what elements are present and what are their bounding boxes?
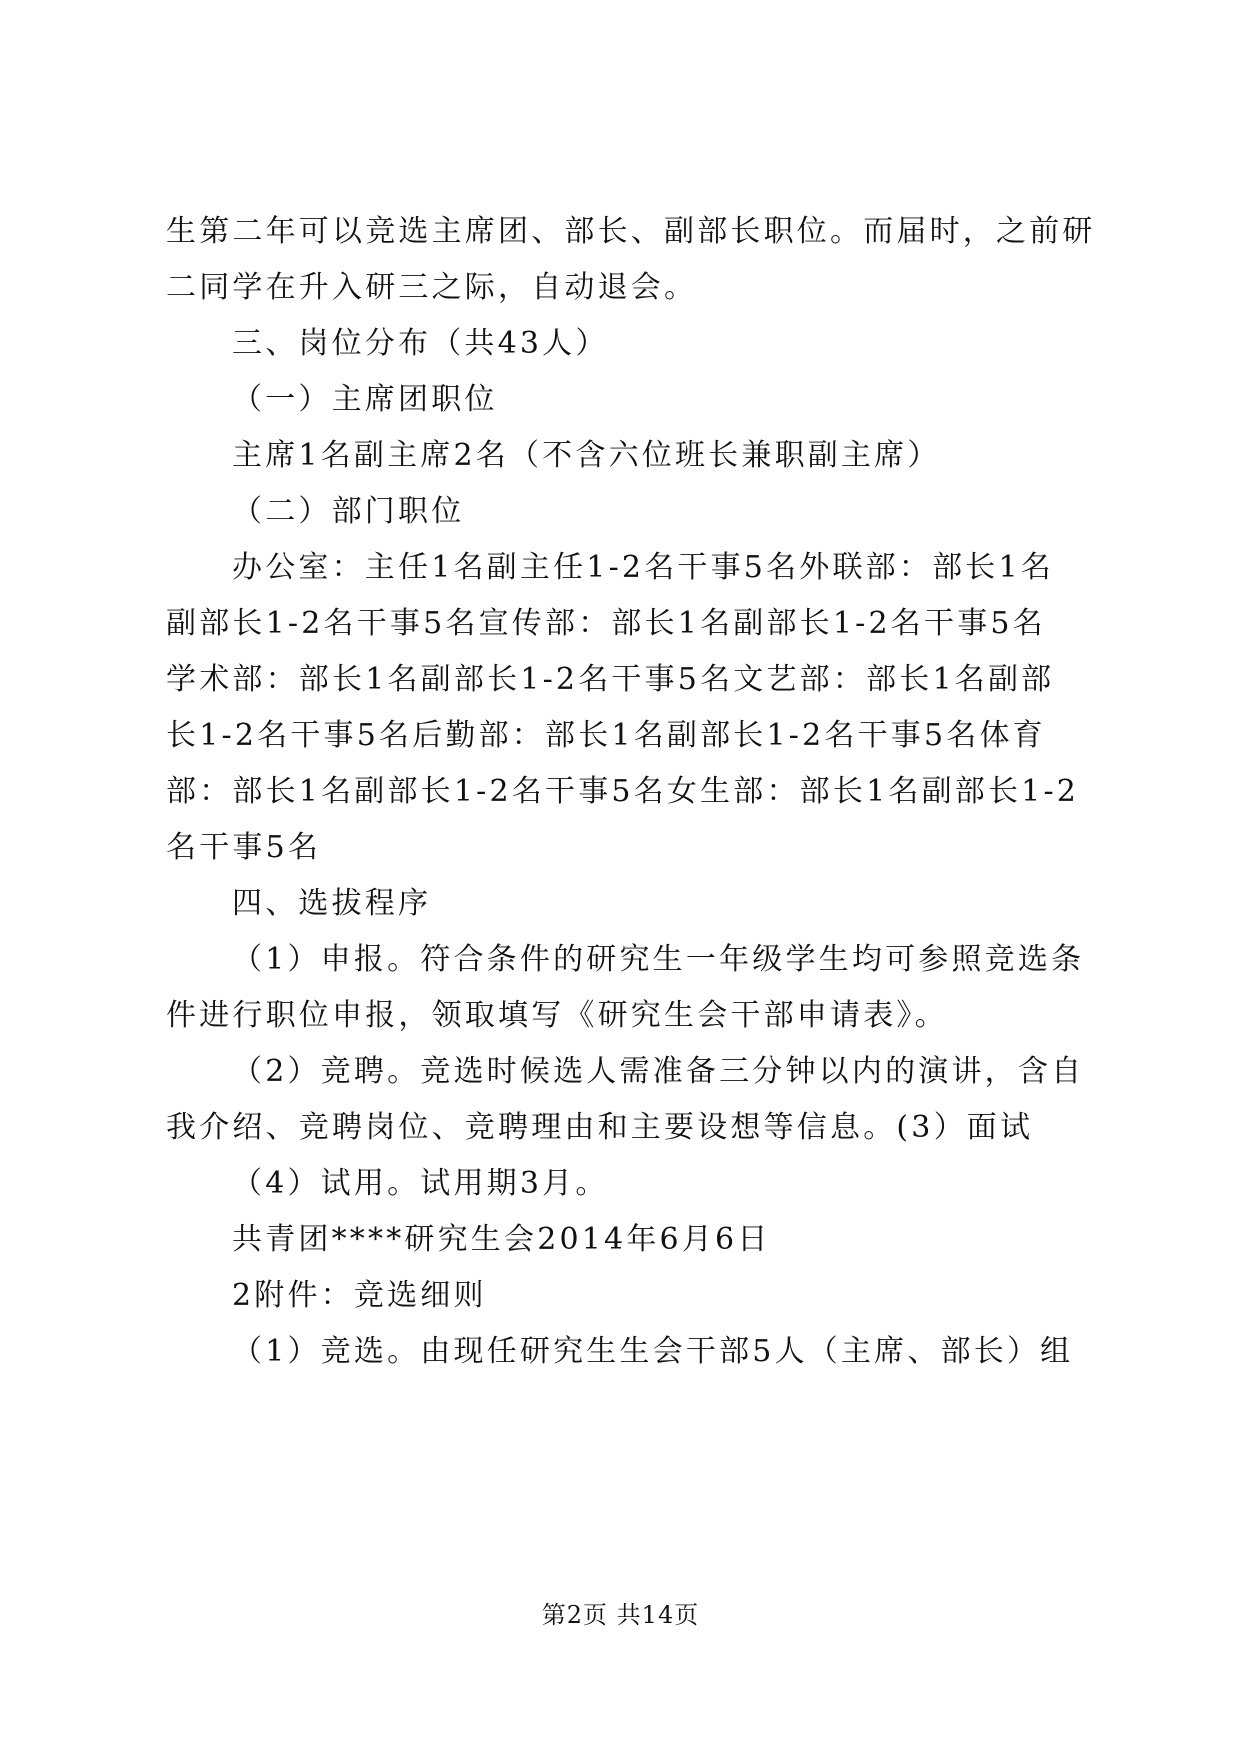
paragraph-line: 部：部长1名副部长1-2名干事5名女生部：部长1名副部长1-2 [166,774,1080,809]
paragraph-line: 副部长1-2名干事5名宣传部：部长1名副部长1-2名干事5名 [166,606,1046,641]
signature-line: 共青团****研究生会2014年6月6日 [232,1222,771,1257]
section-heading: 三、岗位分布（共43人） [232,326,609,361]
paragraph-line: 件进行职位申报，领取填写《研究生会干部申请表》。 [166,998,948,1033]
paragraph-line: 生第二年可以竞选主席团、部长、副部长职位。而届时，之前研 [166,214,1096,249]
paragraph-line: （1）申报。符合条件的研究生一年级学生均可参照竞选条 [232,942,1085,977]
paragraph-line: 学术部：部长1名副部长1-2名干事5名文艺部：部长1名副部 [166,662,1055,697]
attachment-heading: 2附件：竞选细则 [232,1278,487,1313]
paragraph-line: 办公室：主任1名副主任1-2名干事5名外联部：部长1名 [232,550,1054,585]
subsection-heading: （一）主席团职位 [232,382,498,417]
page-number-footer: 第2页 共14页 [541,1601,700,1629]
paragraph-line: 名干事5名 [166,830,322,865]
paragraph-line: 二同学在升入研三之际，自动退会。 [166,270,698,305]
paragraph-line: 我介绍、竞聘岗位、竞聘理由和主要设想等信息。(3）面试 [166,1110,1034,1145]
paragraph-line: （2）竞聘。竞选时候选人需准备三分钟以内的演讲，含自 [232,1054,1085,1089]
paragraph-line: 主席1名副主席2名（不含六位班长兼职副主席） [232,438,941,473]
paragraph-line: 长1-2名干事5名后勤部：部长1名副部长1-2名干事5名体育 [166,718,1046,753]
section-heading: 四、选拔程序 [232,886,432,921]
paragraph-line: （4）试用。试用期3月。 [232,1166,609,1201]
paragraph-line: （1）竞选。由现任研究生生会干部5人（主席、部长）组 [232,1334,1074,1369]
subsection-heading: （二）部门职位 [232,494,465,529]
